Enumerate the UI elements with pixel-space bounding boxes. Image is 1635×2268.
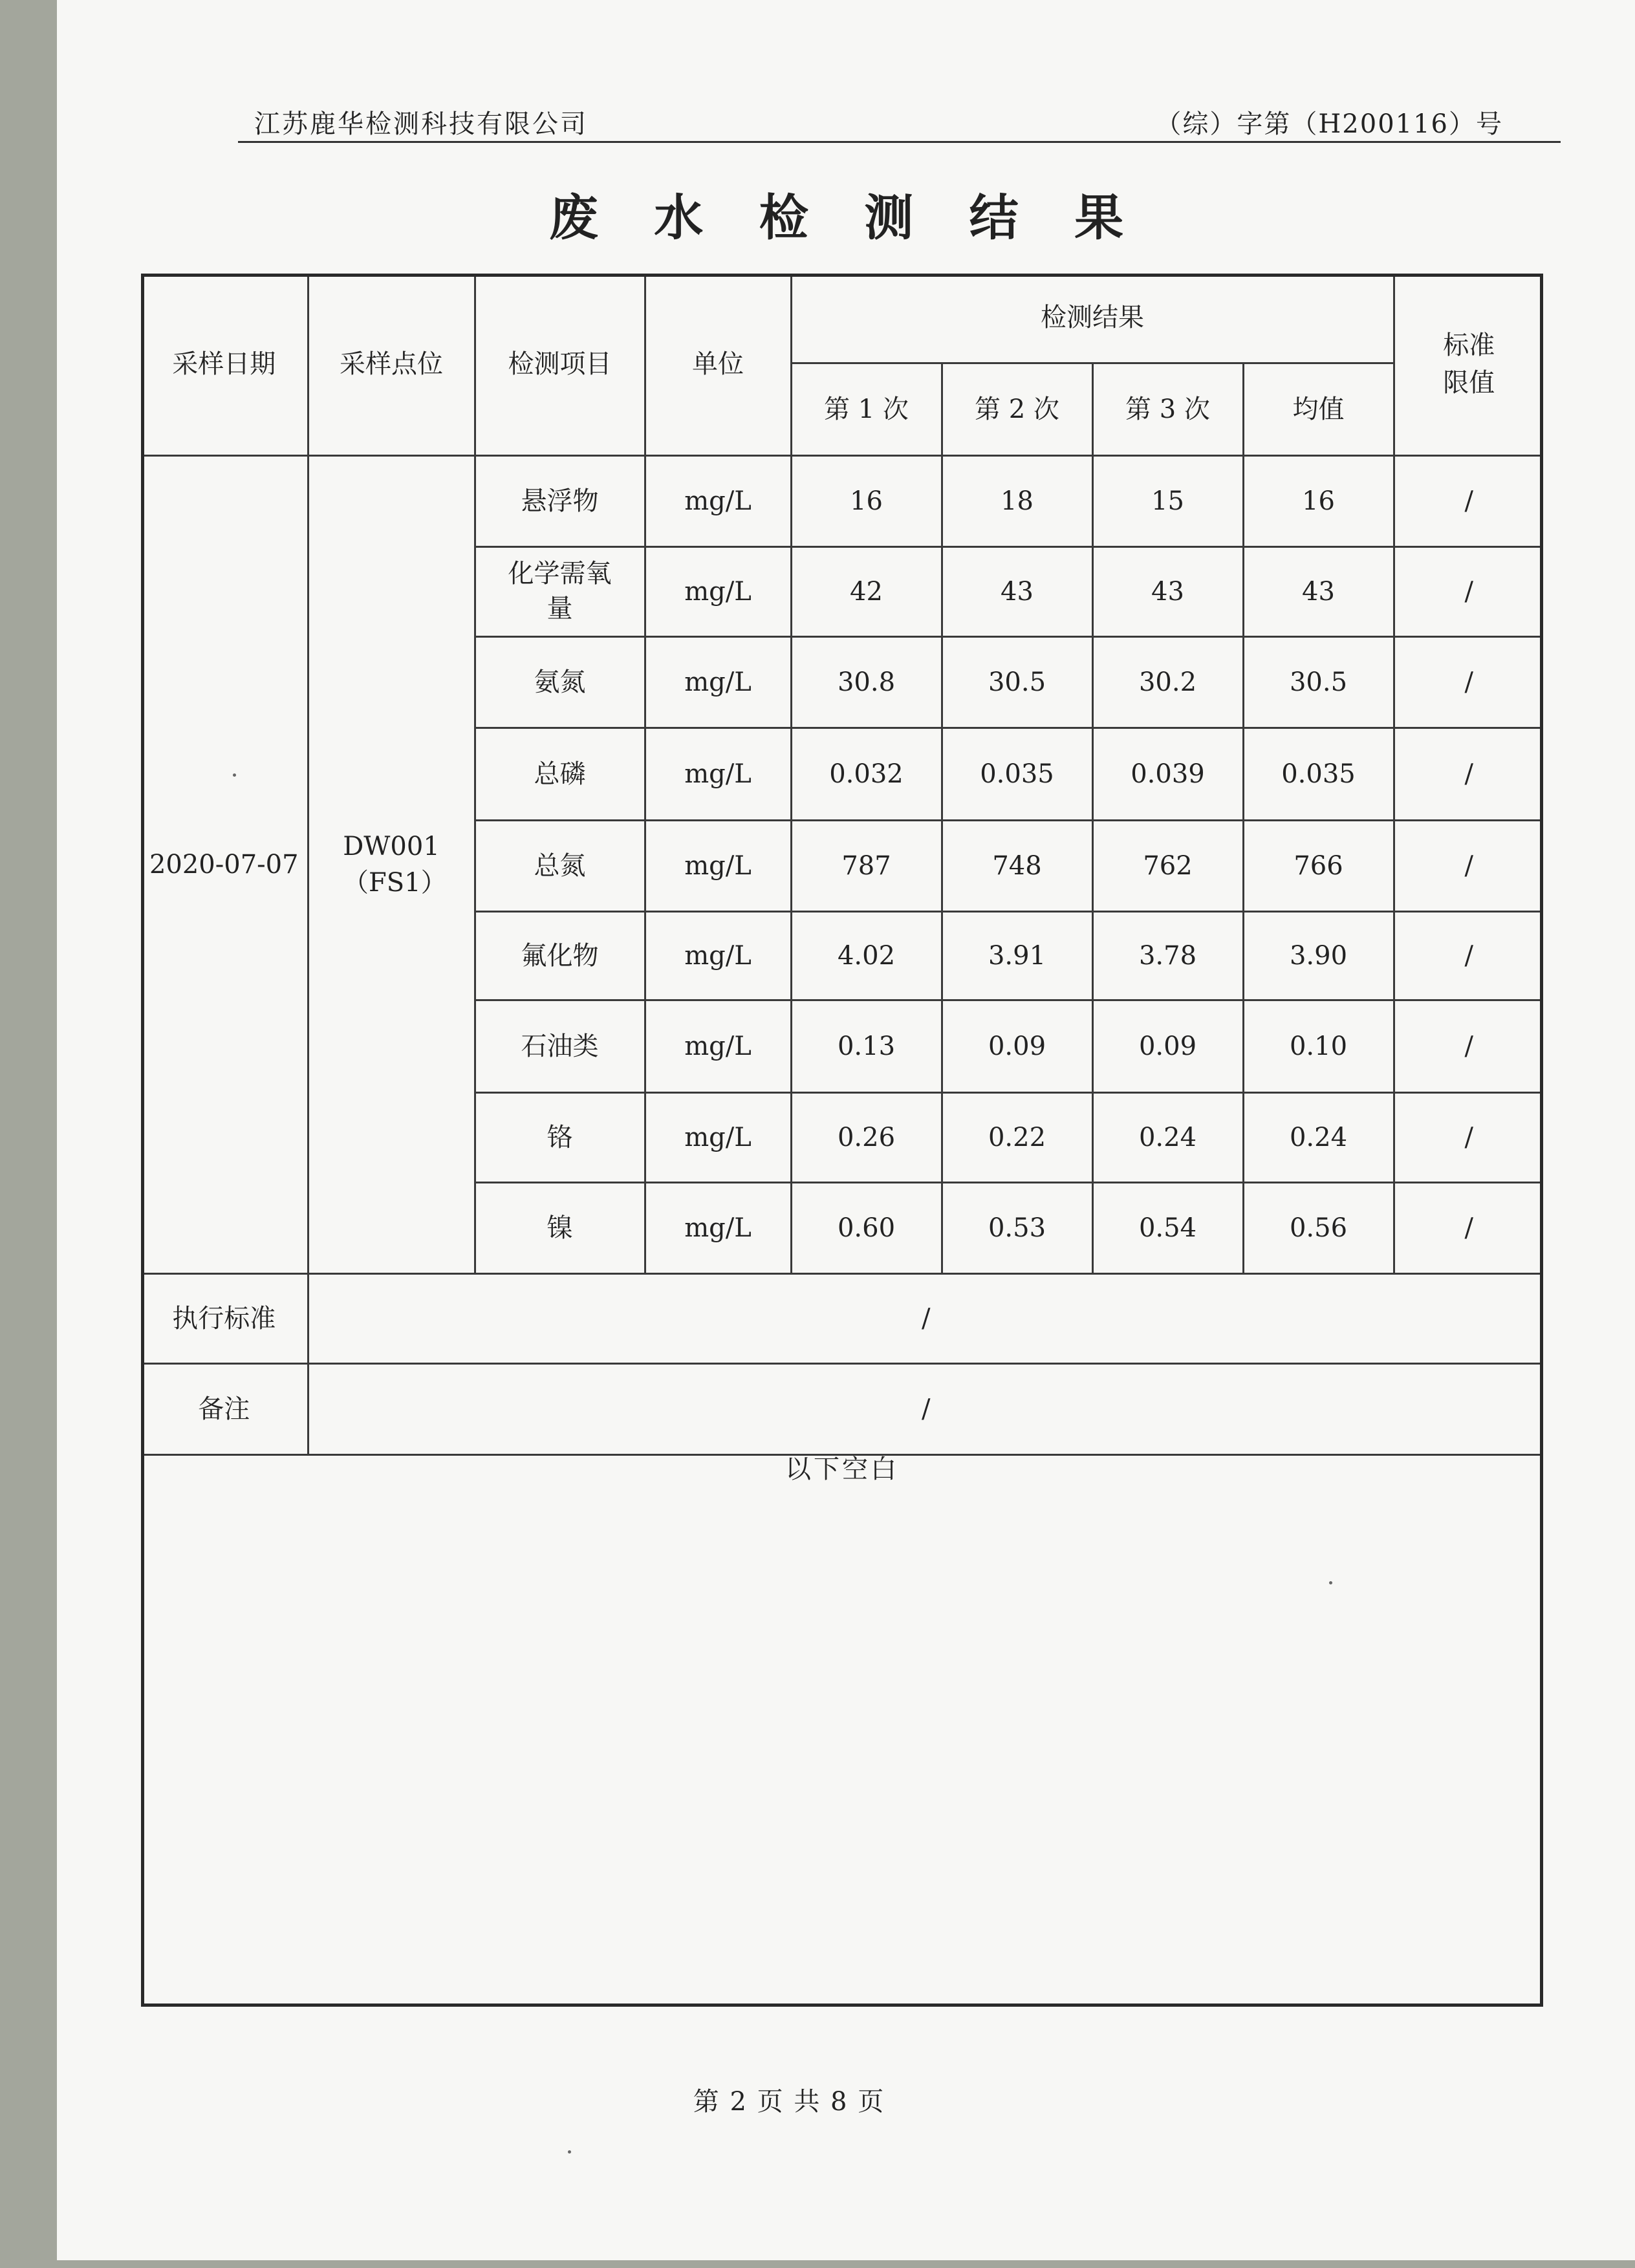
item-name: 氟化物 (521, 940, 599, 971)
item-name: 石油类 (521, 1031, 599, 1061)
limit-cell: / (1394, 546, 1543, 636)
run-2-cell: 3.91 (942, 911, 1092, 1000)
average-cell: 0.035 (1243, 728, 1394, 820)
run-3-cell: 0.54 (1092, 1182, 1243, 1273)
run-2-cell: 0.035 (942, 728, 1092, 820)
remark-value: / (308, 1363, 1543, 1454)
run-1-cell: 42 (791, 546, 942, 636)
item-name: 总氮 (534, 850, 586, 881)
run-3-cell: 43 (1092, 546, 1243, 636)
run-3-cell: 15 (1092, 455, 1243, 546)
company-name: 江苏鹿华检测科技有限公司 (254, 109, 588, 139)
run-3-cell: 30.2 (1092, 636, 1243, 728)
header-average: 均值 (1243, 363, 1394, 455)
run-1-cell: 4.02 (791, 911, 942, 1000)
header-rule (238, 141, 1561, 143)
average-cell: 0.56 (1243, 1182, 1394, 1273)
average-cell: 0.10 (1243, 1000, 1394, 1092)
limit-cell: / (1394, 1182, 1543, 1273)
limit-cell: / (1394, 636, 1543, 728)
item-name: 化学需氧量 (508, 559, 612, 623)
run-2-cell: 43 (942, 546, 1092, 636)
run-1-cell: 787 (791, 820, 942, 911)
page-title: 废 水 检 测 结 果 (548, 189, 1143, 246)
run-2-cell: 748 (942, 820, 1092, 911)
unit-cell: mg/L (645, 1000, 791, 1092)
average-cell: 3.90 (1243, 911, 1394, 1000)
page-number: 第 2 页 共 8 页 (693, 2087, 885, 2117)
limit-cell: / (1394, 820, 1543, 911)
run-3-cell: 0.09 (1092, 1000, 1243, 1092)
remark-label: 备注 (141, 1363, 308, 1454)
average-cell: 30.5 (1243, 636, 1394, 728)
scan-border-left (0, 0, 57, 2268)
item-name: 总磷 (534, 759, 586, 789)
standard-label: 执行标准 (141, 1273, 308, 1363)
report-number: （综）字第（H200116）号 (1155, 109, 1503, 139)
run-1-cell: 0.60 (791, 1182, 942, 1273)
header-run-2: 第 2 次 (942, 363, 1092, 455)
item-name: 铬 (547, 1122, 573, 1152)
run-2-cell: 0.53 (942, 1182, 1092, 1273)
unit-cell: mg/L (645, 820, 791, 911)
unit-cell: mg/L (645, 636, 791, 728)
unit-cell: mg/L (645, 1182, 791, 1273)
run-1-cell: 0.13 (791, 1000, 942, 1092)
run-2-cell: 30.5 (942, 636, 1092, 728)
average-cell: 0.24 (1243, 1092, 1394, 1182)
header-run-1: 第 1 次 (791, 363, 942, 455)
item-name: 氨氮 (534, 667, 586, 697)
run-1-cell: 30.8 (791, 636, 942, 728)
scan-border-bottom (0, 2260, 1635, 2268)
blank-below-note: 以下空白 (785, 1454, 899, 1484)
limit-cell: / (1394, 728, 1543, 820)
header-standard-limit-text: 标准限值 (1443, 330, 1495, 398)
scan-speck (568, 2150, 571, 2154)
unit-cell: mg/L (645, 728, 791, 820)
scan-speck (1329, 1581, 1332, 1584)
limit-cell: / (1394, 455, 1543, 546)
run-1-cell: 0.032 (791, 728, 942, 820)
run-2-cell: 18 (942, 455, 1092, 546)
unit-cell: mg/L (645, 455, 791, 546)
unit-cell: mg/L (645, 911, 791, 1000)
run-2-cell: 0.09 (942, 1000, 1092, 1092)
header-sample-date: 采样日期 (141, 274, 308, 455)
limit-cell: / (1394, 1000, 1543, 1092)
item-name: 悬浮物 (521, 486, 599, 516)
header-sample-point: 采样点位 (308, 274, 475, 455)
sample-point-text: DW001（FS1） (343, 831, 447, 898)
run-3-cell: 0.24 (1092, 1092, 1243, 1182)
scan-speck (233, 773, 236, 777)
limit-cell: / (1394, 911, 1543, 1000)
header-unit: 单位 (645, 274, 791, 455)
standard-value: / (308, 1273, 1543, 1363)
run-2-cell: 0.22 (942, 1092, 1092, 1182)
unit-cell: mg/L (645, 1092, 791, 1182)
table-outer-frame (141, 274, 1543, 2007)
average-cell: 16 (1243, 455, 1394, 546)
header-run-3: 第 3 次 (1092, 363, 1243, 455)
average-cell: 43 (1243, 546, 1394, 636)
header-test-item: 检测项目 (475, 274, 645, 455)
run-3-cell: 3.78 (1092, 911, 1243, 1000)
item-name: 镍 (547, 1213, 573, 1243)
limit-cell: / (1394, 1092, 1543, 1182)
run-1-cell: 0.26 (791, 1092, 942, 1182)
unit-cell: mg/L (645, 546, 791, 636)
header-results: 检测结果 (791, 274, 1394, 363)
run-3-cell: 762 (1092, 820, 1243, 911)
average-cell: 766 (1243, 820, 1394, 911)
sample-date-cell: 2020-07-07 (141, 455, 308, 1273)
run-1-cell: 16 (791, 455, 942, 546)
run-3-cell: 0.039 (1092, 728, 1243, 820)
